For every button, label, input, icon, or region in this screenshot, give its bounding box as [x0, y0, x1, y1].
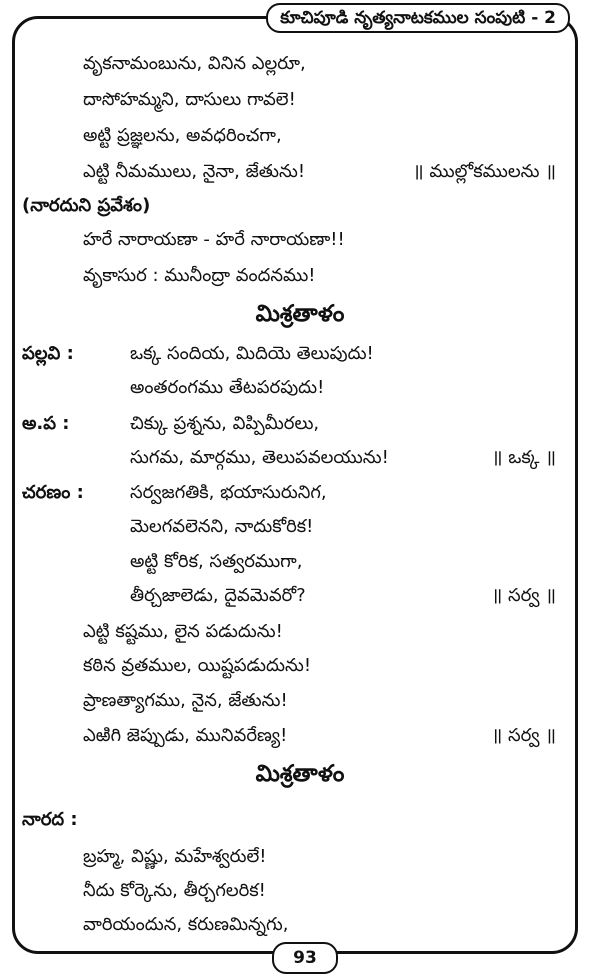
verse-line: ఒక్క సందియ, మిదియె తెలుపుదు! [130, 343, 374, 364]
verse-line: చిక్కు ప్రశ్నను, విప్పిమీరలు, [130, 413, 320, 434]
verse-line: ఎట్టి నీమములు, నైనా, జేతును! [83, 161, 306, 182]
section-label: చరణం : [22, 482, 84, 503]
verse-line: అట్టి కోరిక, సత్వరముగా, [130, 551, 303, 572]
page-number: 93 [272, 942, 338, 974]
verse-line: అట్టి ప్రజ్ఞలను, అవధరించగా, [83, 125, 282, 146]
verse-line: కఠిన వ్రతముల, యిష్టపడుదును! [83, 655, 312, 676]
refrain-marker: ॥ సర్వ ॥ [491, 585, 556, 606]
section-heading: మిశ్రతాళం [255, 301, 345, 327]
verse-line: సర్వజగతికి, భయాసురునిగ, [130, 482, 327, 503]
verse-line: వారియందున, కరుణమిన్నగు, [83, 914, 289, 935]
refrain-marker: ॥ ముల్లోకములను ॥ [412, 161, 556, 182]
verse-line: తీర్చజాలెడు, దైవమెవరో? [130, 585, 306, 606]
section-heading: మిశ్రతాళం [255, 761, 345, 787]
verse-line: సుగమ, మార్గము, తెలుపవలయును! [130, 447, 389, 468]
section-label: అ.ప : [22, 413, 70, 434]
refrain-marker: ॥ సర్వ ॥ [491, 725, 556, 746]
verse-line: బ్రహ్మ, విష్ణు, మహేశ్వరులే! [83, 846, 267, 867]
verse-line: మెలగవలెనని, నాదుకోరిక! [130, 516, 314, 537]
refrain-marker: ॥ ఒక్క ॥ [491, 447, 556, 468]
verse-line: అంతరంగము తేటపరపుదు! [130, 377, 325, 398]
verse-line: నీదు కోర్కెను, తీర్చగలరిక! [83, 880, 266, 901]
dialogue-line: హరే నారాయణా - హరే నారాయణా!! [83, 229, 345, 250]
section-label: పల్లవి : [22, 343, 74, 364]
dialogue-line: వృకాసుర : మునీంద్రా వందనము! [83, 265, 316, 286]
verse-line: దాసోహమ్మని, దాసులు గావలె! [83, 89, 296, 110]
book-title-header: కూచిపూడి నృత్యనాటకముల సంపుటి - 2 [266, 3, 570, 33]
stage-direction: (నారదుని ప్రవేశం) [22, 195, 151, 216]
verse-line: ఎఱిగి జెప్పుడు, మునివరేణ్య! [83, 725, 288, 746]
verse-line: ప్రాణత్యాగము, నైన, జేతును! [83, 690, 288, 711]
speaker-label: నారద : [22, 809, 78, 830]
verse-line: వృకనామంబును, వినిన ఎల్లరూ, [83, 53, 306, 74]
verse-line: ఎట్టి కష్టము, లైన పడుదును! [83, 621, 283, 642]
